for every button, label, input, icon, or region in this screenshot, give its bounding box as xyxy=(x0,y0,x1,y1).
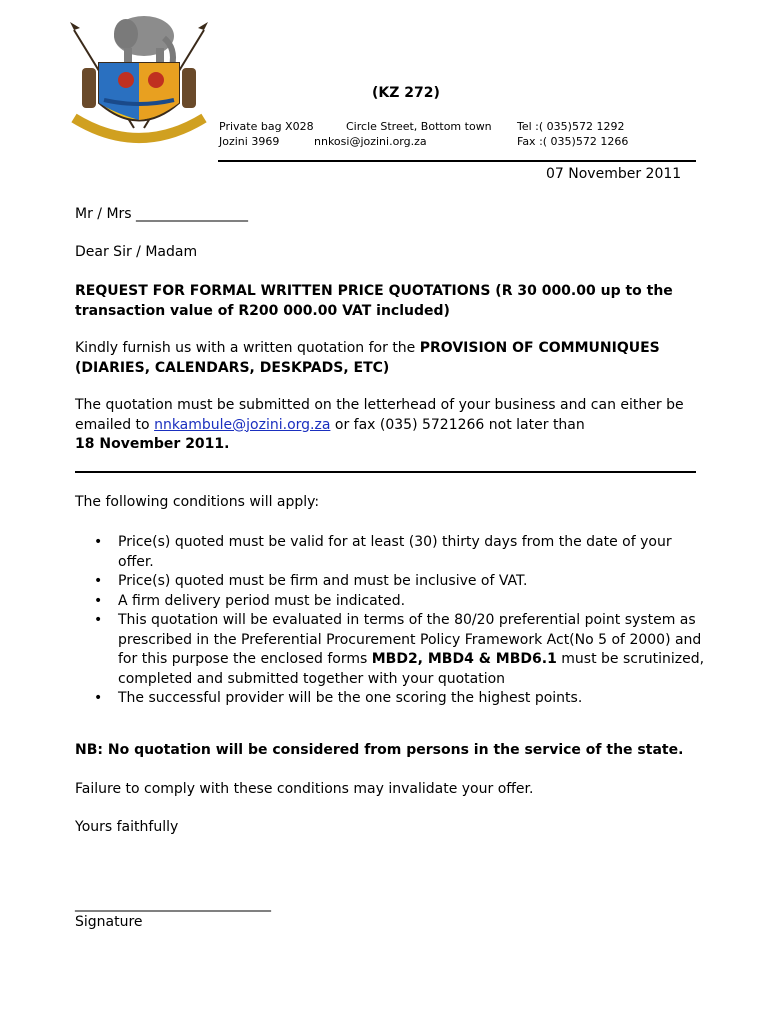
submission-line xyxy=(75,416,684,436)
condition-text xyxy=(118,650,715,670)
tel-number: Tel :( 035)572 1292 xyxy=(517,120,625,133)
condition-text: The successful provider will be the one scoring the highest points. xyxy=(118,690,583,706)
request-item: PROVISION OF COMMUNIQUES xyxy=(419,340,660,356)
subject-line: REQUEST FOR FORMAL WRITTEN PRICE QUOTATIONS (R 30 000.00 up to the xyxy=(75,283,673,299)
signature-line: ____________________________ xyxy=(75,896,271,912)
signature-label: Signature xyxy=(75,914,143,930)
recipient-name: Mr / Mrs ________________ xyxy=(75,206,249,222)
phone-block xyxy=(517,119,628,149)
list-item xyxy=(75,592,715,612)
request-item-detail: (DIARIES, CALENDARS, DESKPADS, ETC) xyxy=(75,359,390,376)
list-item xyxy=(75,689,715,709)
request-line xyxy=(75,339,660,359)
condition-text: completed and submitted together with your quotation xyxy=(118,670,506,687)
conditions-intro: The following conditions will apply: xyxy=(75,494,320,510)
postal-address xyxy=(219,119,314,149)
street-line: Circle Street, Bottom town xyxy=(346,120,492,133)
address-line: Jozini 3969 xyxy=(219,135,280,148)
municipal-crest-logo xyxy=(64,8,214,158)
bullet-icon: • xyxy=(94,612,103,628)
greeting: Dear Sir / Madam xyxy=(75,244,198,260)
condition-text-part: for this purpose the enclosed forms xyxy=(118,651,372,667)
bullet-icon: • xyxy=(94,534,103,550)
bullet-icon: • xyxy=(94,690,103,706)
closing: Yours faithfully xyxy=(75,819,179,835)
condition-text: A firm delivery period must be indicated. xyxy=(118,592,406,609)
submission-text: emailed to xyxy=(75,416,155,433)
conditions-list xyxy=(75,533,715,709)
bullet-icon: • xyxy=(94,592,103,609)
failure-notice: Failure to comply with these conditions may invalidate your offer. xyxy=(75,781,534,797)
condition-text: offer. xyxy=(118,553,154,570)
condition-text-part: must be scrutinized, xyxy=(556,651,705,667)
section-divider xyxy=(75,471,696,473)
submission-text: or fax (035) 5721266 not later than xyxy=(330,416,585,433)
address-line: Private bag X028 xyxy=(219,120,314,133)
request-paragraph xyxy=(75,339,660,378)
contact-email: nnkosi@jozini.org.za xyxy=(314,135,427,148)
request-text: Kindly furnish us with a written quotation for the xyxy=(75,340,420,356)
submission-line: The quotation must be submitted on the letterhead of your business and can either be xyxy=(75,397,684,413)
nb-notice: NB: No quotation will be considered from persons in the service of the state. xyxy=(75,742,684,758)
list-item xyxy=(75,533,715,572)
submission-paragraph xyxy=(75,396,684,455)
municipality-code: (KZ 272) xyxy=(372,85,440,101)
fax-number: Fax :( 035)572 1266 xyxy=(517,135,629,148)
bullet-icon: • xyxy=(94,573,103,589)
letter-date: 07 November 2011 xyxy=(546,166,682,182)
condition-text: Price(s) quoted must be valid for at least (30) thirty days from the date of your xyxy=(118,534,672,550)
condition-text: prescribed in the Preferential Procurement Policy Framework Act(No 5 of 2000) and xyxy=(118,631,702,648)
list-item xyxy=(75,572,715,592)
condition-text: Price(s) quoted must be firm and must be inclusive of VAT. xyxy=(118,573,528,589)
street-address xyxy=(314,119,492,149)
subject-heading xyxy=(75,282,673,321)
list-item xyxy=(75,611,715,689)
forms-list: MBD2, MBD4 & MBD6.1 xyxy=(371,651,557,667)
subject-line: transaction value of R200 000.00 VAT included) xyxy=(75,302,450,319)
condition-text: This quotation will be evaluated in terms of the 80/20 preferential point system as xyxy=(118,612,696,628)
email-link[interactable]: nnkambule@jozini.org.za xyxy=(154,416,331,433)
deadline-date: 18 November 2011. xyxy=(75,436,230,452)
header-divider xyxy=(218,160,696,162)
